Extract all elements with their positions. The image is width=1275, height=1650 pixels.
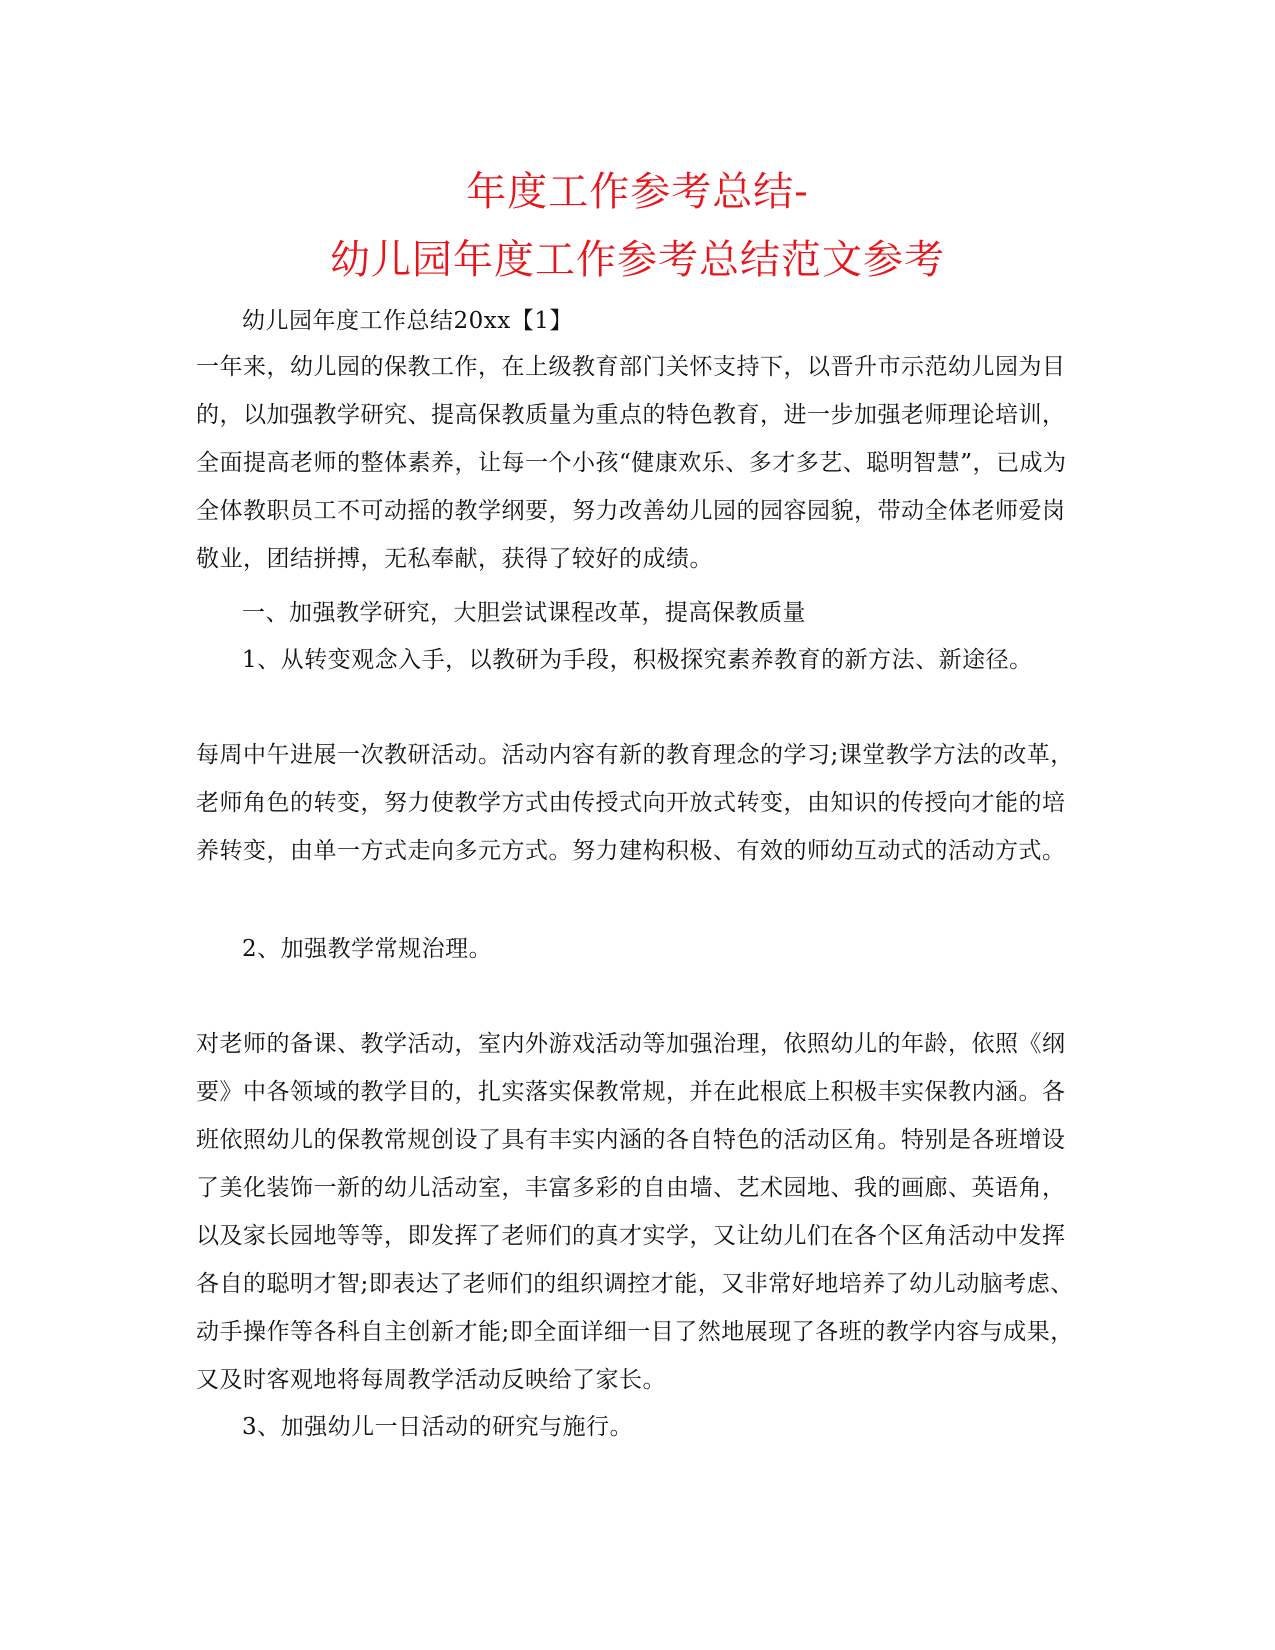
paragraph-intro: 一年来，幼儿园的保教工作，在上级教育部门关怀支持下，以晋升市示范幼儿园为目的，以加强教学研究、提高保教质量为重点的特色教育，进一步加强老师理论培训，全面提高老师的整体素养，让每一个小孩“健康欢乐、多才多艺、聪明智慧”，已成为全体教职员工不可动摇的教学纲要，努力改善幼儿园的园容园貌，带动全体老师爱岗敬业，团结拼搏，无私奉献，获得了较好的成绩。 (196, 354, 1067, 572)
section-heading-1: 一、加强教学研究，大胆尝试课程改革，提高保教质量 (242, 600, 806, 626)
item-heading-1: 1、从转变观念入手，以教研为手段，积极探究素养教育的新方法、新途径。 (242, 647, 1033, 673)
document-title-line2: 幼儿园年度工作参考总结范文参考 (330, 237, 945, 283)
item-heading-2: 2、加强教学常规治理。 (242, 936, 493, 962)
paragraph-teaching-research: 每周中午进展一次教研活动。活动内容有新的教育理念的学习;课堂教学方法的改革，老师角色的转变，努力使教学方式由传授式向开放式转变，由知识的传授向才能的培养转变，由单一方式走向多元方式。努力建构积极、有效的师幼互动式的活动方式。 (196, 742, 1074, 864)
document-subheading: 幼儿园年度工作总结20xx【1】 (242, 308, 573, 334)
item-heading-3: 3、加强幼儿一日活动的研究与施行。 (242, 1414, 634, 1440)
paragraph-teaching-management: 对老师的备课、教学活动，室内外游戏活动等加强治理，依照幼儿的年龄，依照《纲要》中各领域的教学目的，扎实落实保教常规，并在此根底上积极丰实保教内涵。各班依照幼儿的保教常规创设了具有丰实内涵的各自特色的活动区角。特别是各班增设了美化装饰一新的幼儿活动室，丰富多彩的自由墙、艺术园地、我的画廊、英语角，以及家长园地等等，即发挥了老师们的真才实学，又让幼儿们在各个区角活动中发挥各自的聪明才智;即表达了老师们的组织调控才能，又非常好地培养了幼儿动脑考虑、动手操作等各科自主创新才能;即全面详细一目了然地展现了各班的教学内容与成果，又及时客观地将每周教学活动反映给了家长。 (196, 1031, 1074, 1393)
document-title-line1: 年度工作参考总结- (466, 169, 809, 215)
